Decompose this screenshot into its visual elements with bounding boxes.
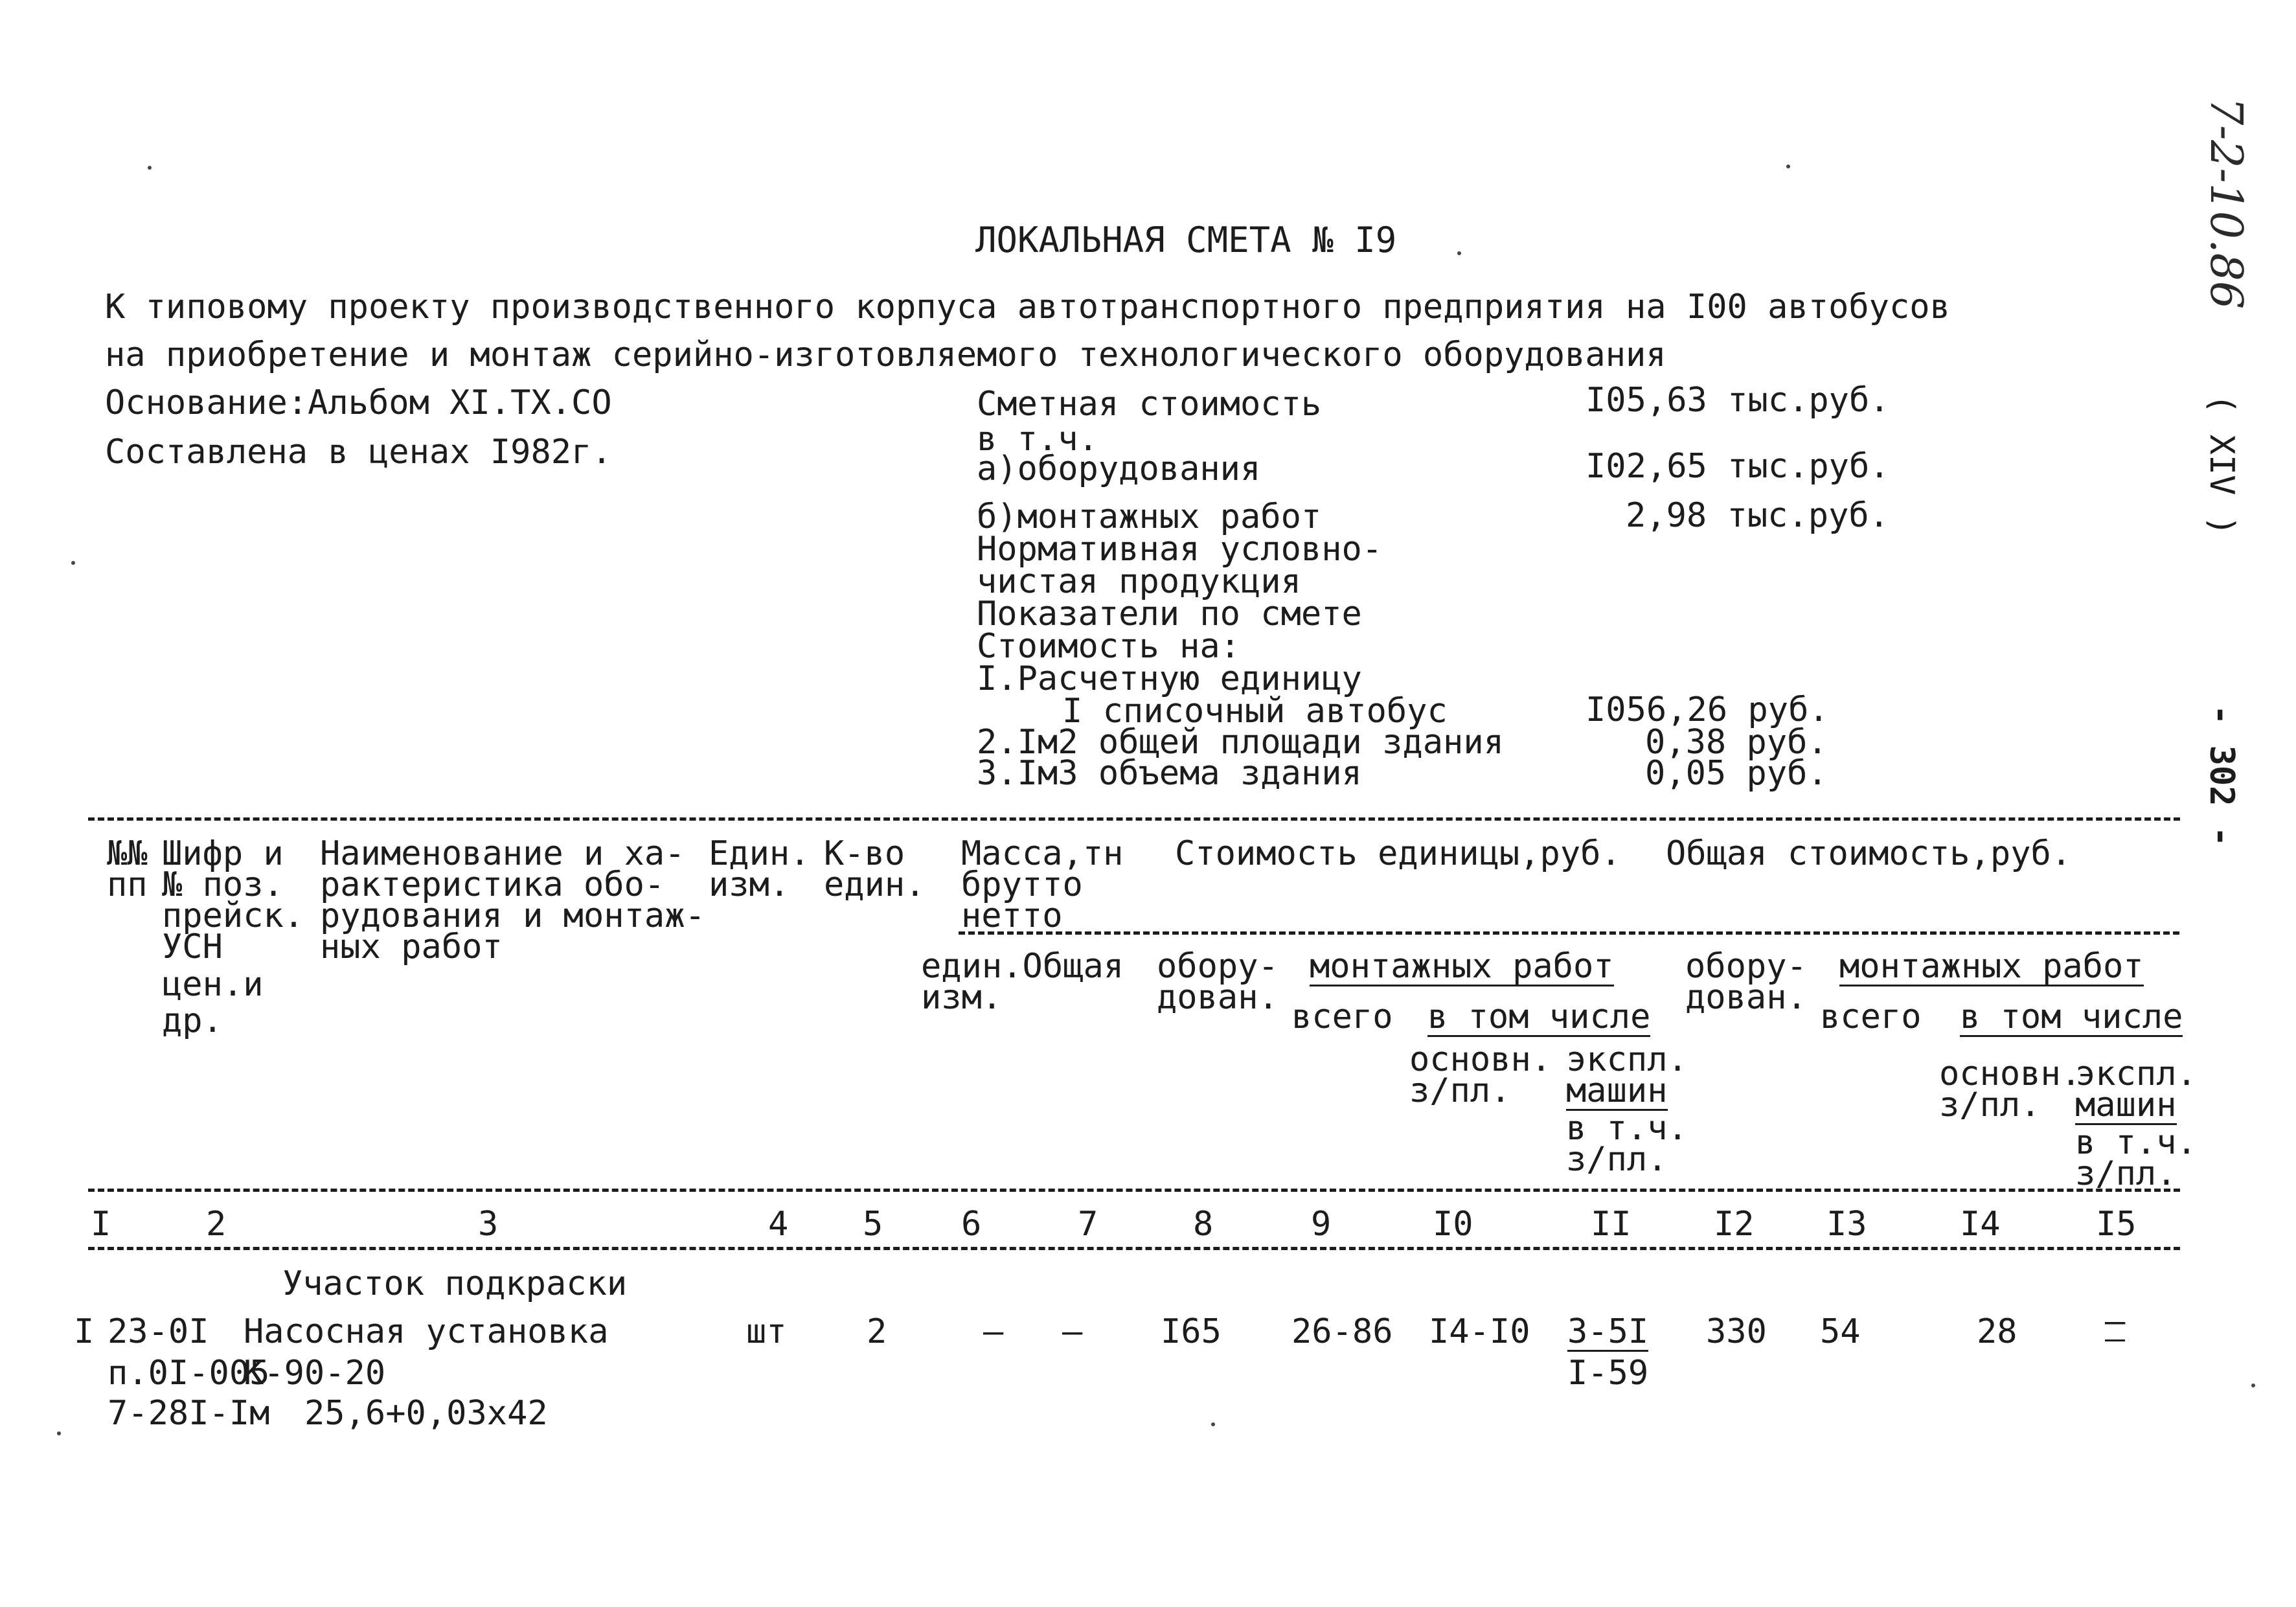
col-name-header-2: рактеристика обо- xyxy=(320,865,665,904)
column-number-14: I4 xyxy=(1960,1205,2001,1244)
row-equipment-unit-cost: I65 xyxy=(1161,1312,1222,1351)
area-label: 2.Iм2 общей площади здания xyxy=(977,723,1504,762)
unit-base-wage-header-1: основн. xyxy=(1409,1040,1552,1079)
unit-cost-header: Стоимость единицы,руб. xyxy=(1175,834,1621,873)
column-number-10: I0 xyxy=(1433,1205,1473,1244)
scan-speck xyxy=(1211,1422,1215,1426)
bus-value: I056,26 руб. xyxy=(1586,690,1829,729)
scan-speck xyxy=(57,1431,61,1435)
total-cost-header: Общая стоимость,руб. xyxy=(1666,834,2072,873)
column-number-5: 5 xyxy=(863,1205,883,1244)
col-qty-header-1: К-во xyxy=(824,834,905,873)
header-mid-rule xyxy=(959,931,2179,935)
total-equipment-header-1: обору- xyxy=(1685,947,1807,986)
row-code-line-2: п.0I-005 xyxy=(108,1354,270,1393)
row-name-line-2: К-90-20 xyxy=(244,1354,386,1393)
unit-equipment-header-2: дован. xyxy=(1157,978,1279,1017)
row-unit: шт xyxy=(746,1312,787,1351)
installation-cost-value: 2,98 тыс.руб. xyxy=(1626,496,1889,535)
total-machines-header-4: з/пл. xyxy=(2075,1154,2177,1193)
column-number-2: 2 xyxy=(206,1205,227,1244)
column-number-9: 9 xyxy=(1311,1205,1332,1244)
unit-including-header: в том числе xyxy=(1427,997,1651,1036)
column-number-11: II xyxy=(1591,1205,1631,1244)
unit-equipment-header-1: обору- xyxy=(1157,947,1279,986)
row-code-line-3: 7-28I-Iм xyxy=(108,1394,270,1433)
unit-machines-header-4: з/пл. xyxy=(1566,1140,1668,1179)
total-installation-total-header: всего xyxy=(1820,997,1922,1036)
column-number-3: 3 xyxy=(478,1205,499,1244)
row-installation-total-cost: 54 xyxy=(1820,1312,1861,1351)
mass-header-1: Масса,тн xyxy=(961,834,1124,873)
col-unit-header-2: изм. xyxy=(709,865,790,904)
unit-label: I.Расчетную единицу xyxy=(977,659,1362,698)
margin-doc-code: 7-2-10.86 xyxy=(2200,97,2251,310)
row-base-wage-unit-cost: I4-I0 xyxy=(1429,1312,1530,1351)
total-equipment-header-2: дован. xyxy=(1685,978,1807,1017)
bus-label: I списочный автобус xyxy=(1062,692,1448,731)
total-including-header: в том числе xyxy=(1960,997,2183,1036)
total-installation-header: монтажных работ xyxy=(1839,947,2144,986)
row-code: 23-0I xyxy=(108,1312,209,1351)
prices-year-text: Составлена в ценах I982г. xyxy=(105,433,612,472)
scan-speck xyxy=(148,166,152,170)
volume-value: 0,05 руб. xyxy=(1645,754,1828,793)
volume-label: 3.Iм3 объема здания xyxy=(977,754,1362,793)
scan-speck xyxy=(1786,165,1790,168)
col-code-header-4: УСН xyxy=(162,928,223,966)
installation-cost-label: б)монтажных работ xyxy=(977,497,1322,536)
total-machines-header-3: в т.ч. xyxy=(2075,1123,2197,1162)
row-number: I xyxy=(74,1312,95,1351)
section-title: Участок подкраски xyxy=(282,1264,628,1303)
mass-header-3: нетто xyxy=(961,896,1063,935)
total-machines-header-2: машин xyxy=(2075,1086,2177,1124)
unit-base-wage-header-2: з/пл. xyxy=(1409,1071,1511,1110)
column-number-8: 8 xyxy=(1193,1205,1214,1244)
estimated-cost-value: I05,63 тыс.руб. xyxy=(1586,381,1890,420)
column-number-1: I xyxy=(91,1205,111,1244)
row-base-wage-total-cost: 28 xyxy=(1977,1312,2018,1351)
column-number-7: 7 xyxy=(1078,1205,1098,1244)
unit-machines-header-1: экспл. xyxy=(1566,1040,1688,1079)
unit-installation-total-header: всего xyxy=(1291,997,1393,1036)
scan-speck xyxy=(71,561,75,565)
unit-installation-header: монтажных работ xyxy=(1310,947,1614,986)
mass-sub-header-1: един.Общая xyxy=(921,947,1124,986)
col-name-header-1: Наименование и ха- xyxy=(320,834,685,873)
total-base-wage-header-1: основн. xyxy=(1939,1054,2082,1093)
col-code-header-1: Шифр и xyxy=(162,834,284,873)
column-number-6: 6 xyxy=(961,1205,982,1244)
row-name: Насосная установка xyxy=(244,1312,609,1351)
scan-speck xyxy=(2251,1384,2255,1387)
col-code-header-3: прейск. xyxy=(162,896,304,935)
equipment-cost-label: а)оборудования xyxy=(977,450,1261,488)
row-mass-unit: – xyxy=(983,1312,1004,1351)
intro-line-1: К типовому проекту производственного корпуса автотранспортного предприятия на I00 автобусов xyxy=(105,288,1950,326)
col-code-header-2: № поз. xyxy=(162,865,284,904)
total-machines-header-1: экспл. xyxy=(2075,1054,2197,1093)
header-bottom-rule xyxy=(88,1189,2180,1192)
col-code-header-5: цен.и xyxy=(162,965,264,1004)
row-machines-total-cost: – xyxy=(2105,1302,2126,1341)
equipment-cost-value: I02,65 тыс.руб. xyxy=(1586,447,1890,486)
col-num-header-1: №№ xyxy=(107,834,148,873)
col-code-header-6: др. xyxy=(162,1001,223,1040)
row-name-line-3: 25,6+0,03x42 xyxy=(304,1394,548,1433)
mass-header-2: брутто xyxy=(961,865,1083,904)
row-equipment-total-cost: 330 xyxy=(1706,1312,1767,1351)
cost-for-label: Стоимость на: xyxy=(977,627,1240,666)
table-top-rule xyxy=(88,817,2180,821)
normative-label-1: Нормативная условно- xyxy=(977,530,1383,569)
row-quantity: 2 xyxy=(867,1312,887,1351)
scan-speck xyxy=(1457,251,1461,255)
margin-volume: ( XIV ) xyxy=(2202,394,2241,536)
column-number-13: I3 xyxy=(1826,1205,1867,1244)
col-num-header-2: пп xyxy=(107,865,148,904)
row-installation-unit-cost: 26-86 xyxy=(1291,1312,1393,1351)
area-value: 0,38 руб. xyxy=(1645,723,1828,762)
unit-machines-header-2: машин xyxy=(1566,1071,1668,1110)
column-number-12: I2 xyxy=(1714,1205,1755,1244)
including-label: в т.ч. xyxy=(977,420,1098,459)
row-mass-total: – xyxy=(1062,1312,1083,1351)
basis-text: Основание:Альбом XI.TX.CO xyxy=(105,383,612,422)
indicators-label: Показатели по смете xyxy=(977,595,1362,633)
column-number-15: I5 xyxy=(2096,1205,2137,1244)
mass-sub-header-2: изм. xyxy=(921,978,1003,1017)
col-name-header-4: ных работ xyxy=(320,928,503,966)
col-qty-header-2: един. xyxy=(824,865,926,904)
column-number-4: 4 xyxy=(768,1205,789,1244)
estimate-title: ЛОКАЛЬНАЯ СМЕТА № I9 xyxy=(975,220,1397,260)
col-unit-header-1: Един. xyxy=(709,834,810,873)
normative-label-2: чистая продукция xyxy=(977,562,1301,601)
margin-page-number: - 302 - xyxy=(2202,705,2241,847)
unit-machines-header-3: в т.ч. xyxy=(1566,1109,1688,1148)
estimated-cost-label: Сметная стоимость xyxy=(977,385,1322,424)
column-number-rule xyxy=(88,1247,2180,1250)
intro-line-2: на приобретение и монтаж серийно-изготовляемого технологического оборудования xyxy=(105,336,1666,374)
row-machines-unit-cost: 3-5I xyxy=(1567,1312,1649,1351)
total-base-wage-header-2: з/пл. xyxy=(1939,1086,2041,1124)
col-name-header-3: рудования и монтаж- xyxy=(320,896,705,935)
row-machines-wage-unit-cost: I-59 xyxy=(1567,1354,1649,1393)
